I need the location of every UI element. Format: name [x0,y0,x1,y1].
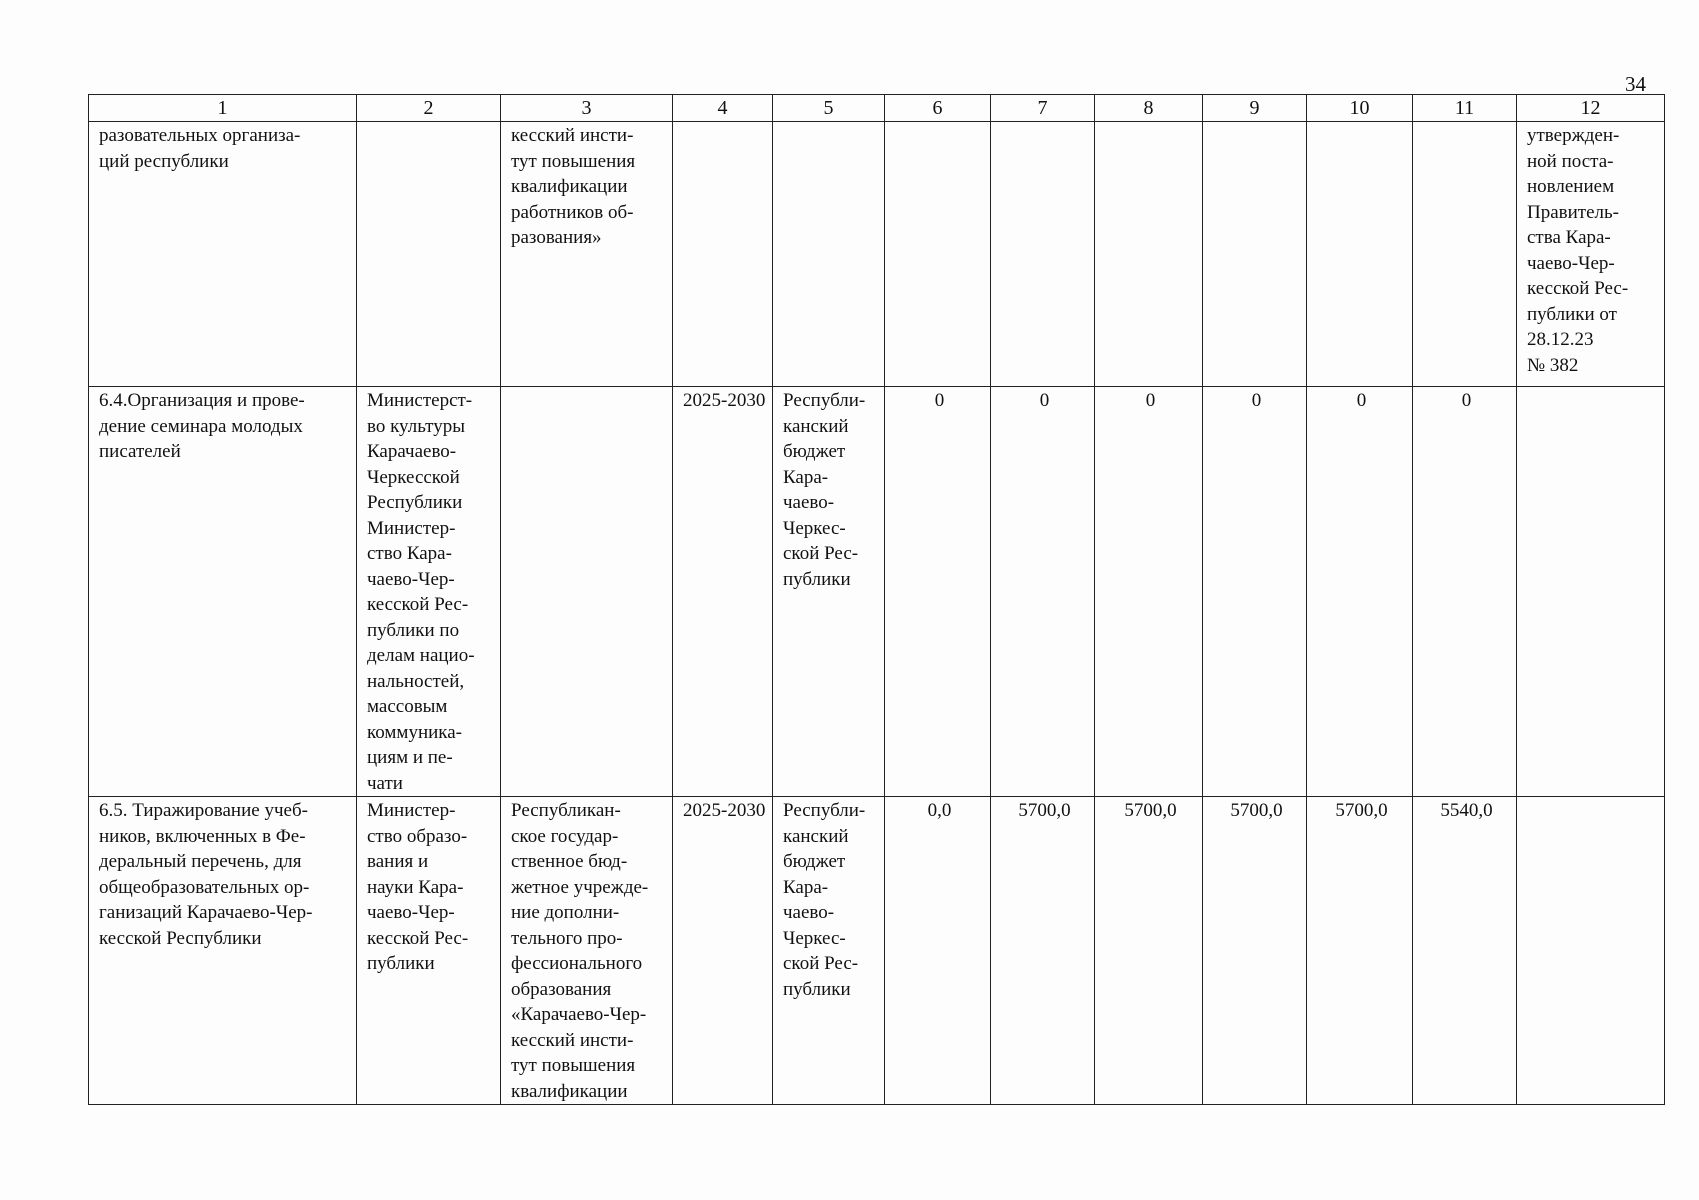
page-number: 34 [1625,72,1646,96]
cell-responsible: Министерст- во культуры Карачаево- Черкесской Республики Министер- ство Кара- чаево-Чер- кесской Рес- публики по делам нацио- нальностей, массовым коммуника- циям и пе- чати [357,387,501,797]
table-row [89,797,1665,1105]
cell-amount: 0 [1203,387,1307,797]
cell-funding-source: Республи- канский бюджет Кара- чаево- Черкес- ской Рес- публики [773,797,885,1105]
cell-amount [1203,122,1307,387]
cell-amount [1413,122,1517,387]
column-header-6: 6 [885,95,991,122]
cell-amount: 5700,0 [1307,797,1413,1105]
cell-funding-source: Республи- канский бюджет Кара- чаево- Черкес- ской Рес- публики [773,387,885,797]
column-header-9: 9 [1203,95,1307,122]
column-header-10: 10 [1307,95,1413,122]
table-row [89,122,1665,387]
cell-amount: 5700,0 [1095,797,1203,1105]
cell-amount [1307,122,1413,387]
table-row [89,387,1665,797]
cell-period: 2025-2030 [673,387,773,797]
cell-event-name: 6.4.Организация и прове- дение семинара молодых писателей [89,387,357,797]
cell-amount: 5700,0 [991,797,1095,1105]
cell-period [673,122,773,387]
cell-funding-source [773,122,885,387]
header-row [89,95,1665,122]
cell-amount [885,122,991,387]
cell-amount: 5540,0 [1413,797,1517,1105]
column-header-11: 11 [1413,95,1517,122]
column-header-3: 3 [501,95,673,122]
cell-participant: Республикан- ское государ- ственное бюд- жетное учрежде- ние дополни- тельного про- фессионального образования «Карачаево-Чер- кесский инсти- тут повышения квалификации [501,797,673,1105]
column-header-1: 1 [89,95,357,122]
column-header-8: 8 [1095,95,1203,122]
program-table [88,94,1665,1105]
cell-amount: 0 [1307,387,1413,797]
cell-note [1517,797,1665,1105]
cell-amount: 0,0 [885,797,991,1105]
cell-responsible [357,122,501,387]
cell-participant [501,387,673,797]
cell-amount: 0 [885,387,991,797]
cell-amount: 5700,0 [1203,797,1307,1105]
cell-participant: кесский инсти- тут повышения квалификации работников об- разования» [501,122,673,387]
cell-amount: 0 [991,387,1095,797]
cell-responsible: Министер- ство образо- вания и науки Кара- чаево-Чер- кесской Рес- публики [357,797,501,1105]
cell-note [1517,387,1665,797]
cell-amount [991,122,1095,387]
column-header-5: 5 [773,95,885,122]
cell-period: 2025-2030 [673,797,773,1105]
column-header-12: 12 [1517,95,1665,122]
cell-event-name: разовательных организа- ций республики [89,122,357,387]
column-header-7: 7 [991,95,1095,122]
column-header-4: 4 [673,95,773,122]
cell-event-name: 6.5. Тиражирование учеб- ников, включенных в Фе- деральный перечень, для общеобразовательных ор- ганизаций Карачаево-Чер- кесской Республики [89,797,357,1105]
cell-amount: 0 [1095,387,1203,797]
column-header-2: 2 [357,95,501,122]
cell-amount: 0 [1413,387,1517,797]
cell-note: утвержден- ной поста- новлением Правитель- ства Кара- чаево-Чер- кесской Рес- публики от 28.12.23 № 382 [1517,122,1665,387]
cell-amount [1095,122,1203,387]
